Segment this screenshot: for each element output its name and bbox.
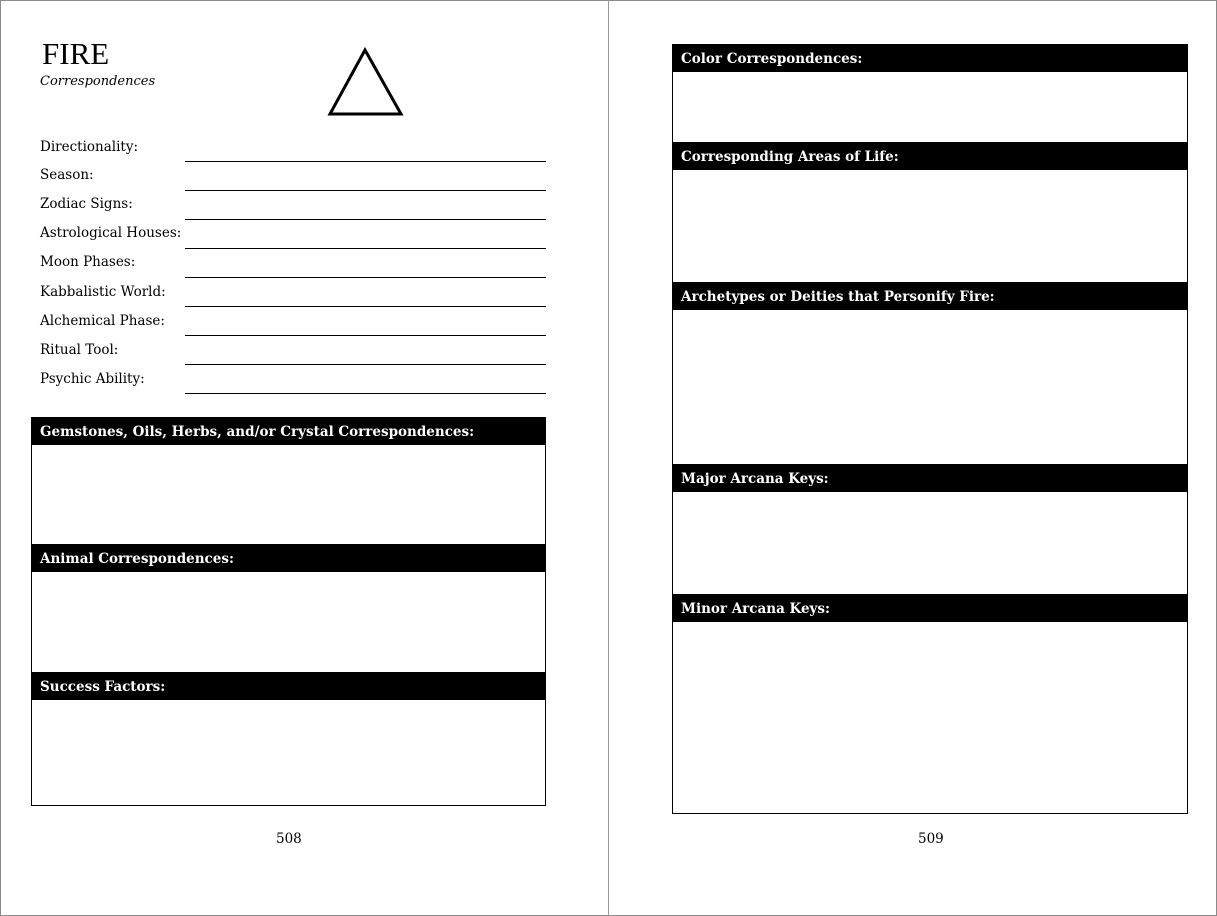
page-title: FIRE <box>42 36 110 71</box>
section-header-animal: Animal Correspondences: <box>32 544 545 572</box>
field-label-moon-phases: Moon Phases: <box>40 254 136 270</box>
section-gemstones <box>31 417 546 545</box>
section-minor-arcana <box>672 594 1188 814</box>
page-number-left: 508 <box>276 831 302 847</box>
field-line-directionality[interactable] <box>185 161 546 162</box>
field-line-moon-phases[interactable] <box>185 277 546 278</box>
section-header-gemstones: Gemstones, Oils, Herbs, and/or Crystal Correspondences: <box>32 417 545 445</box>
section-bottom-border-left <box>31 805 546 806</box>
page-spine <box>608 0 609 916</box>
field-label-season: Season: <box>40 167 94 183</box>
field-line-astrological-houses[interactable] <box>185 248 546 249</box>
section-header-archetypes: Archetypes or Deities that Personify Fire: <box>673 282 1187 310</box>
field-line-alchemical-phase[interactable] <box>185 335 546 336</box>
field-label-zodiac-signs: Zodiac Signs: <box>40 196 133 212</box>
section-animal <box>31 544 546 673</box>
field-line-season[interactable] <box>185 190 546 191</box>
section-success-factors <box>31 672 546 805</box>
section-bottom-border-right <box>672 813 1188 814</box>
section-areas-of-life <box>672 142 1188 283</box>
field-line-zodiac-signs[interactable] <box>185 219 546 220</box>
page-subtitle: Correspondences <box>40 74 156 89</box>
page-number-right: 509 <box>918 831 944 847</box>
field-label-astrological-houses: Astrological Houses: <box>40 225 182 241</box>
field-line-psychic-ability[interactable] <box>185 393 546 394</box>
section-major-arcana <box>672 464 1188 595</box>
field-line-kabbalistic-world[interactable] <box>185 306 546 307</box>
section-header-major-arcana: Major Arcana Keys: <box>673 464 1187 492</box>
field-label-ritual-tool: Ritual Tool: <box>40 342 119 358</box>
field-label-directionality: Directionality: <box>40 139 138 155</box>
field-label-psychic-ability: Psychic Ability: <box>40 371 145 387</box>
section-archetypes <box>672 282 1188 465</box>
section-header-minor-arcana: Minor Arcana Keys: <box>673 594 1187 622</box>
section-header-areas-of-life: Corresponding Areas of Life: <box>673 142 1187 170</box>
field-label-alchemical-phase: Alchemical Phase: <box>40 313 165 329</box>
section-color <box>672 44 1188 143</box>
section-header-color: Color Correspondences: <box>673 44 1187 72</box>
field-label-kabbalistic-world: Kabbalistic World: <box>40 284 166 300</box>
field-line-ritual-tool[interactable] <box>185 364 546 365</box>
section-header-success-factors: Success Factors: <box>32 672 545 700</box>
triangle-icon <box>326 46 404 118</box>
